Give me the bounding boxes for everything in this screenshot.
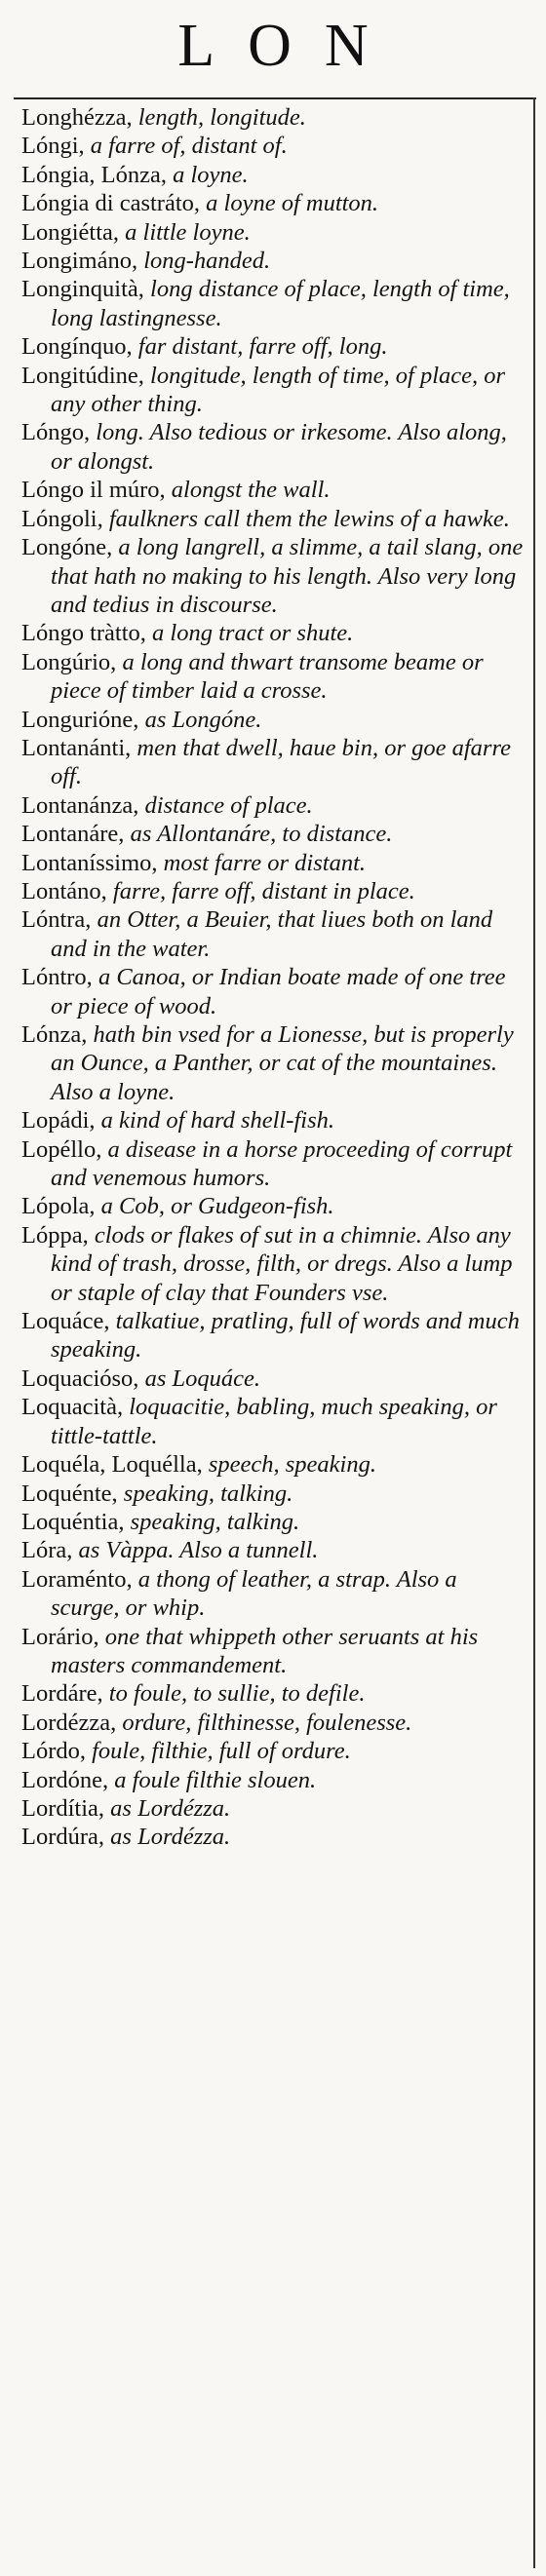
running-head: LON [177, 13, 402, 79]
headword: Lontanánza, [21, 791, 145, 819]
dictionary-entry [21, 905, 528, 963]
headword: Longínquo, [21, 333, 138, 361]
headword: Longúrio, [21, 648, 123, 675]
dictionary-entry [21, 505, 528, 533]
definition: farre, farre off, distant in place. [112, 877, 415, 904]
headword: Longóne, [21, 534, 119, 561]
definition: men that dwell, haue bin, or goe afarre off. [51, 734, 511, 790]
definition: ordure, filthinesse, foulenesse. [122, 1709, 412, 1736]
dictionary-entry [21, 362, 528, 419]
dictionary-entry [21, 247, 528, 275]
definition: talkatiue, pratling, full of words and much speaking. [51, 1308, 520, 1364]
dictionary-entry [21, 877, 528, 905]
definition: faulkners call them the lewins of a hawke. [108, 505, 510, 532]
definition: a long langrell, a slimme, a tail slang, one that hath no making to his length. Also very long and tedius in discourse. [51, 534, 524, 618]
headword: Lóngoli, [21, 505, 109, 532]
dictionary-entry [21, 1192, 528, 1220]
dictionary-entry [21, 218, 528, 247]
headword: Lordáre, [21, 1680, 109, 1708]
headword: Lontanáre, [21, 821, 131, 848]
dictionary-entry [21, 648, 528, 706]
definition: a Cob, or Gudgeon-fish. [100, 1193, 334, 1220]
definition: to foule, to sullie, to defile. [108, 1680, 366, 1708]
headword: Longinquità, [21, 276, 151, 303]
headword: Loquáce, [21, 1308, 116, 1335]
headword: Lordóne, [21, 1766, 115, 1793]
dictionary-entry [21, 161, 528, 189]
headword: Lórdo, [21, 1738, 93, 1765]
dictionary-entry [21, 132, 528, 160]
definition: speech, speaking. [208, 1451, 376, 1479]
headword: Loquacità, [21, 1394, 130, 1421]
dictionary-entry [21, 1623, 528, 1680]
definition: a loyne. [173, 161, 249, 188]
page-header [0, 0, 546, 93]
dictionary-entry [21, 275, 528, 332]
headword: Loquénte, [21, 1480, 124, 1507]
headword: Lordúra, [21, 1824, 111, 1851]
headword: Lóngi, [21, 133, 91, 160]
dictionary-entry [21, 1794, 528, 1823]
definition: far distant, farre off, long. [137, 333, 388, 361]
dictionary-entry [21, 103, 528, 132]
headword: Lóra, [21, 1537, 79, 1564]
headword: Lónza, [21, 1021, 94, 1048]
dictionary-entry [21, 533, 528, 619]
dictionary-entry [21, 1565, 528, 1623]
headword: Loraménto, [21, 1565, 138, 1593]
definition: long-handed. [143, 248, 271, 275]
headword: Lordézza, [21, 1709, 123, 1736]
headword: Lóngo il múro, [21, 477, 172, 504]
headword: Lontanánti, [21, 734, 137, 761]
definition: long. Also tedious or irkesome. Also along, or alongst. [51, 419, 507, 475]
headword: Lóntra, [21, 906, 98, 934]
definition: a little loyne. [125, 218, 251, 246]
dictionary-entry [21, 1221, 528, 1307]
dictionary-entry [21, 820, 528, 848]
dictionary-entry [21, 619, 528, 647]
entry-list [21, 103, 528, 1852]
definition: a farre of, distant of. [90, 133, 288, 160]
definition: a long tract or shute. [152, 620, 354, 647]
dictionary-entry [21, 1709, 528, 1737]
headword: Lóppa, [21, 1221, 95, 1249]
dictionary-entry [21, 1679, 528, 1708]
headword: Longimáno, [21, 248, 144, 275]
headword: Lóngo tràtto, [21, 620, 153, 647]
headword: Loquacióso, [21, 1365, 145, 1392]
headword: Lóngia di castráto, [21, 190, 207, 217]
definition: hath bin vsed for a Lionesse, but is properly an Ounce, a Panther, or cat of the mountaines. Also a loyne. [51, 1021, 514, 1105]
column-rule [533, 97, 535, 2568]
definition: a disease in a horse proceeding of corrupt and venemous humors. [51, 1135, 513, 1192]
headword: Lópola, [21, 1193, 101, 1220]
definition: as Vàppa. Also a tunnell. [78, 1537, 319, 1564]
definition: a foule filthie slouen. [114, 1766, 317, 1793]
dictionary-entry [21, 189, 528, 217]
headword: Lóntro, [21, 964, 98, 991]
definition: as Lordézza. [110, 1824, 231, 1851]
definition: as Loquáce. [144, 1365, 260, 1392]
headword: Loquéla, Loquélla, [21, 1451, 209, 1479]
definition: one that whippeth other seruants at his masters commandement. [51, 1623, 479, 1678]
definition: as Longóne. [144, 706, 262, 733]
headword: Lopéllo, [21, 1135, 108, 1163]
dictionary-entry [21, 1766, 528, 1794]
headword: Lóngo, [21, 419, 97, 446]
definition: most farre or distant. [163, 849, 367, 876]
definition: long distance of place, length of time, long lastingnesse. [51, 276, 510, 331]
definition: an Otter, a Beuier, that liues both on land and in the water. [51, 906, 493, 962]
headword: Lóngia, Lónza, [21, 161, 174, 188]
dictionary-entry [21, 418, 528, 476]
header-rule [14, 97, 536, 99]
dictionary-entry [21, 476, 528, 504]
dictionary-entry [21, 1393, 528, 1450]
headword: Lontáno, [21, 877, 113, 904]
headword: Longitúdine, [21, 362, 151, 389]
dictionary-entry [21, 1480, 528, 1508]
definition: a kind of hard shell-fish. [100, 1107, 334, 1134]
headword: Lopádi, [21, 1107, 101, 1134]
definition: speaking, talking. [123, 1480, 293, 1507]
dictionary-entry [21, 963, 528, 1020]
headword: Longiétta, [21, 218, 126, 246]
definition: loquacitie, babling, much speaking, or tittle-tattle. [51, 1394, 497, 1449]
definition: length, longitude. [137, 104, 306, 131]
definition: speaking, talking. [130, 1508, 300, 1535]
dictionary-entry [21, 1737, 528, 1765]
definition: clods or flakes of sut in a chimnie. Also any kind of trash, drosse, filth, or dregs. Also a lump or staple of clay that Founders vse. [51, 1221, 513, 1306]
headword: Lorário, [21, 1623, 105, 1650]
dictionary-entry [21, 1020, 528, 1106]
dictionary-entry [21, 1135, 528, 1193]
dictionary-entry [21, 734, 528, 791]
headword: Longurióne, [21, 706, 145, 733]
dictionary-entry [21, 849, 528, 877]
definition: alongst the wall. [171, 477, 331, 504]
dictionary-entry [21, 1106, 528, 1134]
definition: a loyne of mutton. [206, 190, 379, 217]
headword: Longhézza, [21, 104, 138, 131]
dictionary-entry [21, 1508, 528, 1536]
dictionary-entry [21, 1365, 528, 1393]
definition: a long and thwart transome beame or piece of timber laid a crosse. [51, 648, 484, 705]
headword: Lordítia, [21, 1794, 111, 1822]
dictionary-entry [21, 1536, 528, 1564]
definition: distance of place. [144, 791, 313, 819]
definition: a thong of leather, a strap. Also a scurge, or whip. [51, 1565, 457, 1622]
dictionary-entry [21, 791, 528, 820]
dictionary-entry [21, 706, 528, 734]
definition: as Allontanáre, to distance. [130, 821, 393, 848]
headword: Lontaníssimo, [21, 849, 164, 876]
definition: a Canoa, or Indian boate made of one tree or piece of wood. [51, 964, 506, 1019]
dictionary-entry [21, 1307, 528, 1365]
definition: as Lordézza. [110, 1794, 231, 1822]
dictionary-entry [21, 1823, 528, 1851]
dictionary-entry [21, 332, 528, 361]
dictionary-entry [21, 1450, 528, 1479]
definition: foule, filthie, full of ordure. [92, 1738, 351, 1765]
definition: longitude, length of time, of place, or any other thing. [51, 362, 506, 418]
headword: Loquéntia, [21, 1508, 131, 1535]
